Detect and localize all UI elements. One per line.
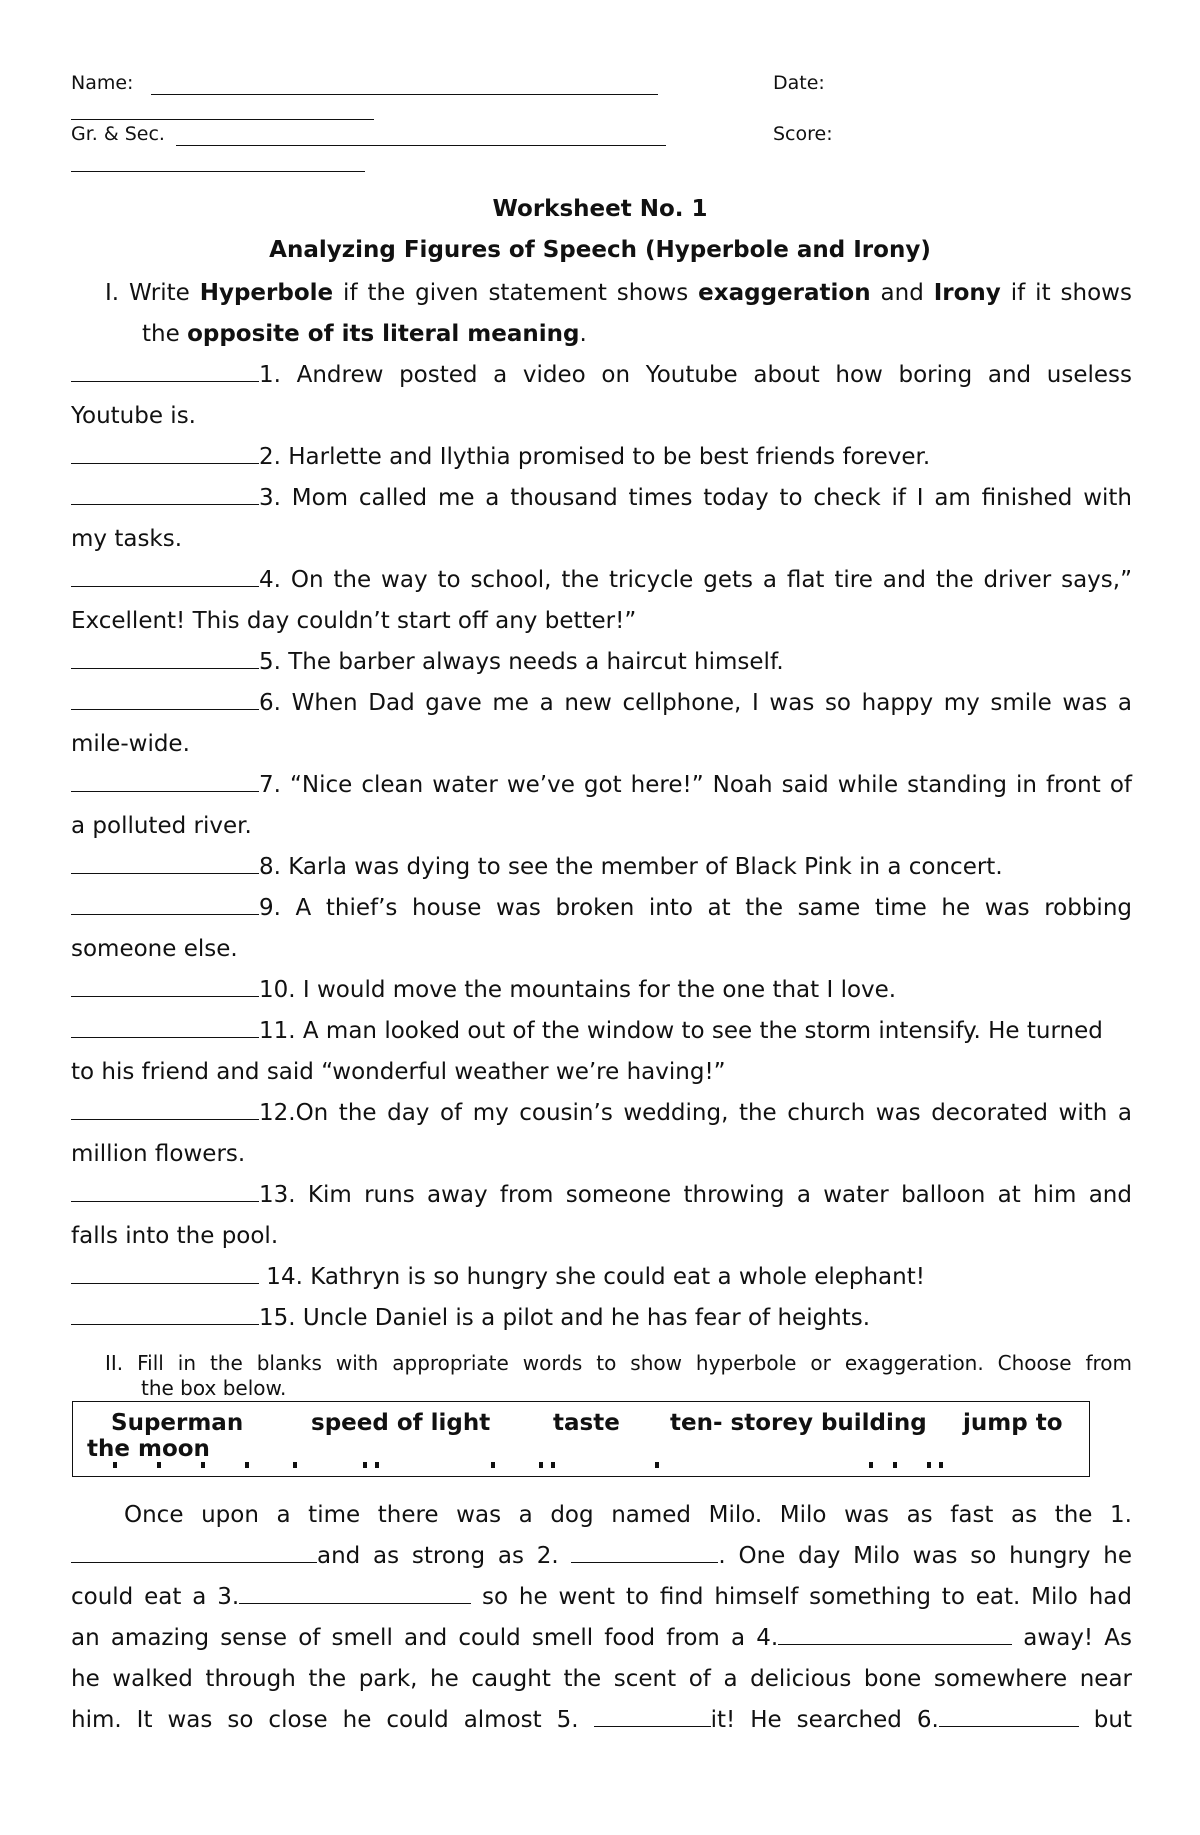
score-field-line[interactable]	[71, 171, 365, 172]
list-item: 14. Kathryn is so hungry she could eat a whole elephant!	[71, 1257, 1132, 1298]
answer-blank[interactable]	[71, 1019, 259, 1038]
word-bank-item: Superman	[111, 1410, 244, 1436]
answer-blank[interactable]	[71, 1306, 259, 1325]
list-item: 11. A man looked out of the window to see the storm intensify. He turned	[71, 1011, 1132, 1052]
list-item-continuation: falls into the pool.	[71, 1223, 279, 1249]
score-label: Score:	[773, 123, 833, 145]
story-blank-3[interactable]	[239, 1585, 471, 1604]
word-bank-box	[72, 1401, 1090, 1477]
list-item: 10. I would move the mountains for the one that I love.	[71, 970, 1132, 1011]
list-item: 7. “Nice clean water we’ve got here!” Noah said while standing in front of	[71, 765, 1132, 806]
story-blank-6[interactable]	[939, 1708, 1079, 1727]
answer-blank[interactable]	[71, 978, 259, 997]
answer-blank[interactable]	[71, 1265, 259, 1284]
list-item: 3. Mom called me a thousand times today to check if I am finished with	[71, 478, 1132, 519]
answer-blank[interactable]	[71, 1183, 259, 1202]
answer-blank[interactable]	[71, 650, 259, 669]
part1-items	[71, 355, 1132, 1339]
list-item: 2. Harlette and Ilythia promised to be best friends forever.	[71, 437, 1132, 478]
word-bank-item: ten- storey building	[670, 1410, 927, 1436]
answer-blank[interactable]	[71, 568, 259, 587]
date-field-line[interactable]	[71, 119, 374, 120]
name-field-line[interactable]	[151, 94, 658, 95]
list-item: 5. The barber always needs a haircut himself.	[71, 642, 1132, 683]
worksheet-title: Worksheet No. 1	[492, 196, 708, 222]
answer-blank[interactable]	[71, 855, 259, 874]
word-bank-item: speed of light	[311, 1410, 491, 1436]
list-item: 4. On the way to school, the tricycle gets a flat tire and the driver says,”	[71, 560, 1132, 601]
answer-blank[interactable]	[71, 1101, 259, 1120]
list-item-continuation: mile-wide.	[71, 731, 190, 757]
answer-blank[interactable]	[71, 773, 259, 792]
list-item-continuation: to his friend and said “wonderful weather we’re having!”	[71, 1059, 726, 1085]
list-item: 6. When Dad gave me a new cellphone, I was so happy my smile was a	[71, 683, 1132, 724]
part1-instruction: I. Write Hyperbole if the given statement shows exaggeration and Irony if it shows the opposite of its literal meaning.	[105, 280, 1132, 347]
answer-blank[interactable]	[71, 363, 259, 382]
answer-blank[interactable]	[71, 896, 259, 915]
word-bank-item: the moon	[87, 1436, 210, 1462]
story-blank-5[interactable]	[594, 1708, 711, 1727]
list-item: 13. Kim runs away from someone throwing a water balloon at him and	[71, 1175, 1132, 1216]
list-item: 15. Uncle Daniel is a pilot and he has fear of heights.	[71, 1298, 1132, 1339]
answer-blank[interactable]	[71, 486, 259, 505]
grsec-field-line[interactable]	[176, 145, 666, 146]
grsec-label: Gr. & Sec.	[71, 123, 165, 145]
answer-blank[interactable]	[71, 445, 259, 464]
name-label: Name:	[71, 72, 134, 94]
answer-blank[interactable]	[71, 691, 259, 710]
story-paragraph: Once upon a time there was a dog named Milo. Milo was as fast as the 1. and as strong as 2. . One day Milo was so hungry he could eat a 3. so he went to find himself something to eat. Milo had an amazing sense of smell and could smell food from a 4. away! As he walked through the park, he caught the scent of a delicious bone somewhere near him. It was so close he could almost 5. it! He searched 6. but	[71, 1502, 1133, 1733]
story-blank-2[interactable]	[571, 1544, 718, 1563]
part2-instruction-line1: II. Fill in the blanks with appropriate words to show hyperbole or exaggeration. Choose from	[105, 1351, 1132, 1375]
word-bank-item: taste	[553, 1410, 620, 1436]
word-bank-item: jump to	[963, 1410, 1063, 1436]
list-item-continuation: someone else.	[71, 936, 238, 962]
worksheet-subtitle: Analyzing Figures of Speech (Hyperbole and Irony)	[269, 237, 931, 263]
clipped-text-fragment	[93, 1457, 1093, 1471]
list-item-continuation: a polluted river.	[71, 813, 252, 839]
list-item-continuation: Excellent! This day couldn’t start off any better!”	[71, 608, 637, 634]
story-blank-1[interactable]	[71, 1544, 317, 1563]
list-item-continuation: million flowers.	[71, 1141, 246, 1167]
list-item: 12.On the day of my cousin’s wedding, the church was decorated with a	[71, 1093, 1132, 1134]
list-item-continuation: my tasks.	[71, 526, 183, 552]
list-item-continuation: Youtube is.	[71, 403, 196, 429]
list-item: 1. Andrew posted a video on Youtube about how boring and useless	[71, 355, 1132, 396]
list-item: 9. A thief’s house was broken into at the same time he was robbing	[71, 888, 1132, 929]
list-item: 8. Karla was dying to see the member of Black Pink in a concert.	[71, 847, 1132, 888]
story-blank-4[interactable]	[778, 1626, 1012, 1645]
date-label: Date:	[773, 72, 825, 94]
part2-instruction-line2: the box below.	[141, 1376, 287, 1400]
